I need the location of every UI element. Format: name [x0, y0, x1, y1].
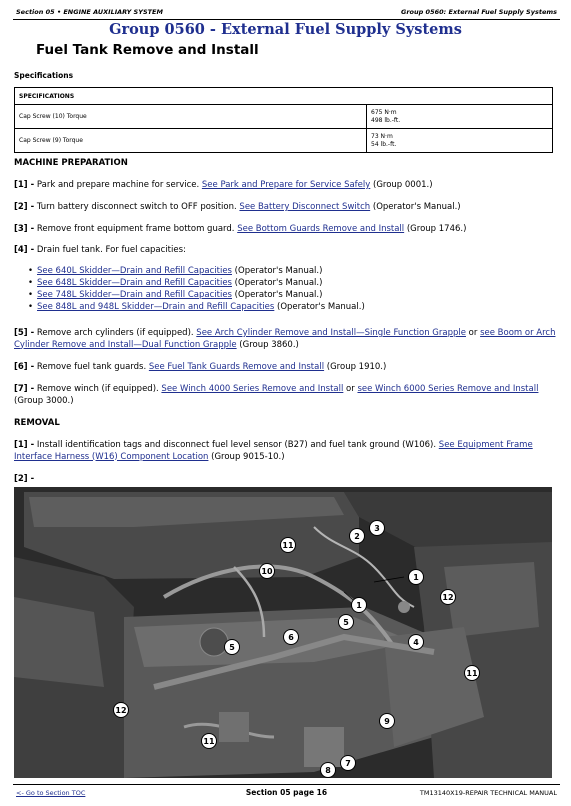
step-or: or — [343, 384, 358, 394]
park-prepare-link[interactable]: See Park and Prepare for Service Safely — [201, 180, 371, 190]
step-number: [2] - — [14, 202, 35, 212]
winch-4000-link[interactable]: See Winch 4000 Series Remove and Install — [161, 384, 344, 394]
prep-step-7 — [14, 384, 559, 407]
spec-value-metric: 675 N·m — [371, 108, 397, 116]
fuel-tank-guards-link[interactable]: See Fuel Tank Guards Remove and Install — [148, 362, 325, 372]
capacity-848l-link[interactable]: See 848L and 948L Skidder—Drain and Refill Capacities — [37, 302, 275, 312]
table-row — [15, 129, 553, 153]
step-or: or — [465, 328, 481, 338]
section-toc-link[interactable]: <- Go to Section TOC — [16, 789, 86, 797]
step-text: Remove front equipment frame bottom guard. — [36, 224, 235, 234]
step-text: Remove winch (if equipped). — [36, 384, 159, 394]
step-ref: (Group 3860.) — [236, 339, 299, 350]
prep-step-4 — [14, 245, 559, 257]
prep-step-6 — [14, 362, 559, 374]
step-text: Park and prepare machine for service. — [36, 180, 200, 190]
callout-2 — [350, 529, 365, 544]
step-number: [1] - — [14, 440, 35, 450]
spec-value — [367, 129, 553, 153]
step-ref: (Group 9015-10.) — [208, 451, 285, 462]
step-text: Drain fuel tank. For fuel capacities: — [36, 245, 186, 255]
spec-label: Cap Screw (9) Torque — [15, 129, 367, 153]
step-number: [4] - — [14, 245, 35, 255]
callout-label: 12 — [442, 593, 454, 602]
spec-value-imperial: 498 lb.-ft. — [371, 116, 401, 124]
callout-12 — [441, 590, 456, 605]
callout-label: 11 — [466, 669, 478, 678]
prep-step-1 — [14, 180, 559, 192]
step-ref: (Group 0001.) — [370, 180, 433, 190]
spec-label: Cap Screw (10) Torque — [15, 105, 367, 129]
step-text: Turn battery disconnect switch to OFF position. — [36, 202, 237, 212]
step-text: Remove arch cylinders (if equipped). — [36, 328, 194, 338]
table-row — [15, 105, 553, 129]
callout-label: 9 — [384, 717, 390, 726]
spec-value-imperial: 54 lb.-ft. — [371, 140, 397, 148]
callout-label: 5 — [229, 643, 235, 652]
capacity-ref: (Operator's Manual.) — [231, 266, 323, 276]
specifications-table-header — [15, 88, 553, 105]
list-item — [28, 301, 365, 313]
step-text: Install identification tags and disconnect fuel level sensor (B27) and fuel tank ground (W106). — [36, 440, 437, 450]
page-number: Section 05 page 16 — [245, 788, 328, 797]
step-number: [2] - — [14, 474, 35, 484]
callout-label: 1 — [413, 573, 419, 582]
fuel-tank-illustration — [14, 487, 552, 778]
callout-label: 6 — [288, 633, 294, 642]
callout-4 — [409, 635, 424, 650]
callout-label: 10 — [261, 567, 273, 576]
step-text: Remove fuel tank guards. — [36, 362, 147, 372]
capacity-ref: (Operator's Manual.) — [231, 278, 323, 288]
callout-11 — [202, 734, 217, 749]
callout-label: 11 — [282, 541, 294, 550]
capacity-640l-link[interactable]: See 640L Skidder—Drain and Refill Capacities — [37, 266, 232, 276]
callout-label: 4 — [413, 638, 419, 647]
step-number: [1] - — [14, 180, 35, 190]
callout-label: 2 — [354, 532, 360, 541]
specifications-header-cell: SPECIFICATIONS — [15, 88, 553, 105]
machine-preparation-title: MACHINE PREPARATION — [14, 158, 128, 168]
group-title: Group 0560 - External Fuel Supply Systems — [109, 21, 462, 38]
prep-step-2 — [14, 202, 559, 214]
callout-5 — [339, 615, 354, 630]
callout-8 — [321, 763, 336, 778]
arch-cylinder-dual-link[interactable]: see Boom or Arch Cylinder Remove and Install—Dual Function Grapple — [14, 328, 556, 350]
capacity-648l-link[interactable]: See 648L Skidder—Drain and Refill Capacities — [37, 278, 232, 288]
callout-11 — [465, 666, 480, 681]
bottom-guards-link[interactable]: See Bottom Guards Remove and Install — [237, 224, 405, 234]
specifications-heading: Specifications — [14, 71, 74, 80]
callout-9 — [380, 714, 395, 729]
specifications-table — [14, 87, 553, 153]
step-ref: (Group 1746.) — [404, 224, 467, 234]
callout-label: 12 — [115, 706, 127, 715]
callout-label: 1 — [356, 601, 362, 610]
page-footer — [13, 784, 560, 800]
step-ref: (Group 3000.) — [14, 395, 74, 406]
prep-step-5 — [14, 328, 559, 351]
spec-value — [367, 105, 553, 129]
header-section: Section 05 • ENGINE AUXILIARY SYSTEM — [16, 8, 163, 16]
callout-label: 5 — [343, 618, 349, 627]
fuel-tank-figure — [14, 487, 552, 778]
step-number: [5] - — [14, 328, 35, 338]
callout-label: 7 — [345, 759, 351, 768]
list-item — [28, 277, 365, 289]
prep-step-3 — [14, 224, 559, 236]
harness-location-link[interactable]: See Equipment Frame Interface Harness (W16) Component Location — [14, 440, 533, 462]
step-ref: (Group 1910.) — [324, 362, 387, 372]
callout-6 — [284, 630, 299, 645]
step-ref: (Operator's Manual.) — [370, 202, 461, 212]
winch-6000-link[interactable]: see Winch 6000 Series Remove and Install — [357, 384, 539, 394]
page-title: Fuel Tank Remove and Install — [36, 42, 259, 58]
capacity-list — [28, 265, 365, 313]
header-group: Group 0560: External Fuel Supply Systems — [401, 8, 557, 16]
callout-5 — [225, 640, 240, 655]
callout-label: 8 — [325, 766, 331, 775]
step-number: [3] - — [14, 224, 35, 234]
spec-value-metric: 73 N·m — [371, 132, 393, 140]
capacity-748l-link[interactable]: See 748L Skidder—Drain and Refill Capacities — [37, 290, 232, 300]
callout-label: 11 — [203, 737, 215, 746]
capacity-ref: (Operator's Manual.) — [274, 302, 365, 312]
callout-label: 3 — [374, 524, 380, 533]
callout-10 — [260, 564, 275, 579]
arch-cylinder-single-link[interactable]: See Arch Cylinder Remove and Install—Single Function Grapple — [196, 328, 466, 338]
list-item — [28, 289, 365, 301]
list-item — [28, 265, 365, 277]
removal-title: REMOVAL — [14, 418, 60, 428]
capacity-ref: (Operator's Manual.) — [231, 290, 323, 300]
callout-3 — [370, 521, 385, 536]
battery-disconnect-link[interactable]: See Battery Disconnect Switch — [239, 202, 371, 212]
removal-step-2 — [14, 474, 559, 486]
step-number: [7] - — [14, 384, 35, 394]
manual-id: TM13140X19-REPAIR TECHNICAL MANUAL — [419, 789, 557, 797]
page-header — [13, 5, 560, 20]
callout-11 — [281, 538, 296, 553]
removal-step-1 — [14, 440, 559, 463]
callout-7 — [341, 756, 356, 771]
step-number: [6] - — [14, 362, 35, 372]
callout-12 — [114, 703, 129, 718]
